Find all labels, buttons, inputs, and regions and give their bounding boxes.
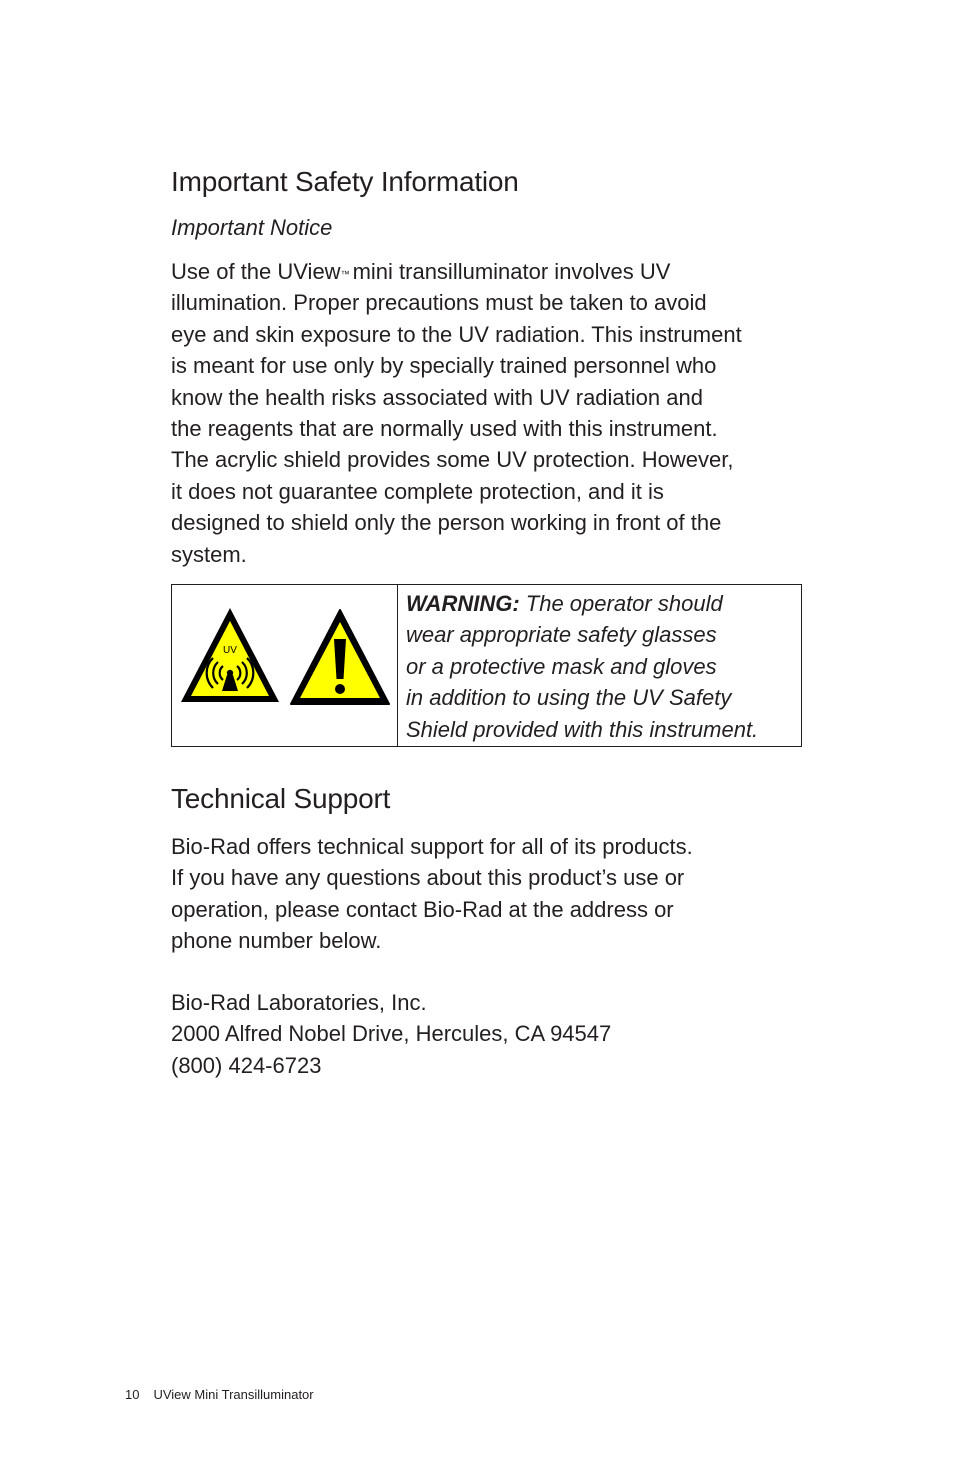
warning-first-rest: The operator should [525, 591, 723, 616]
trademark-symbol: ™ [340, 269, 350, 279]
support-line: operation, please contact Bio-Rad at the address or [171, 896, 674, 922]
notice-line: eye and skin exposure to the UV radiation. This instrument [171, 321, 742, 347]
uv-icon-label: UV [223, 645, 237, 656]
warning-icons-cell [172, 585, 398, 746]
address-block [171, 987, 611, 1081]
page-footer [125, 1387, 314, 1402]
warning-box [171, 584, 802, 747]
notice-line-first [171, 256, 742, 287]
exclamation-warning-icon [288, 607, 392, 707]
footer-doc-title: UView Mini Transilluminator [153, 1387, 314, 1402]
street-address: 2000 Alfred Nobel Drive, Hercules, CA 94547 [171, 1021, 612, 1047]
support-line: phone number below. [171, 928, 382, 954]
support-line: Bio-Rad offers technical support for all of its products. [171, 834, 693, 859]
notice-paragraph [171, 256, 742, 570]
notice-line: system. [171, 541, 247, 567]
company-name: Bio-Rad Laboratories, Inc. [171, 990, 427, 1015]
notice-line: designed to shield only the person working in front of the [171, 510, 722, 536]
important-notice-title: Important Notice [171, 215, 333, 240]
notice-suffix: mini transilluminator involves UV [352, 259, 671, 284]
page-number: 10 [125, 1387, 140, 1402]
notice-line: illumination. Proper precautions must be taken to avoid [171, 290, 707, 316]
uv-radiation-warning-icon [178, 605, 282, 705]
warning-text-cell [398, 585, 801, 746]
support-paragraph [171, 831, 693, 957]
section-title-technical-support: Technical Support [171, 783, 391, 814]
support-line: If you have any questions about this product’s use or [171, 865, 685, 891]
section-title-safety: Important Safety Information [171, 166, 519, 197]
notice-line: the reagents that are normally used with this instrument. [171, 416, 718, 442]
notice-prefix: Use of the UView [171, 259, 341, 284]
notice-line: The acrylic shield provides some UV protection. However, [171, 447, 734, 473]
notice-line: is meant for use only by specially trained personnel who [171, 353, 717, 379]
phone-number: (800) 424-6723 [171, 1052, 322, 1078]
warning-line: or a protective mask and gloves [406, 653, 717, 679]
warning-line: wear appropriate safety glasses [406, 622, 717, 648]
warning-line: Shield provided with this instrument. [406, 716, 759, 742]
warning-label: WARNING: [406, 591, 520, 616]
notice-line: know the health risks associated with UV radiation and [171, 384, 703, 410]
warning-line-first [406, 588, 801, 619]
notice-line: it does not guarantee complete protection, and it is [171, 478, 664, 504]
warning-line: in addition to using the UV Safety [406, 685, 732, 711]
